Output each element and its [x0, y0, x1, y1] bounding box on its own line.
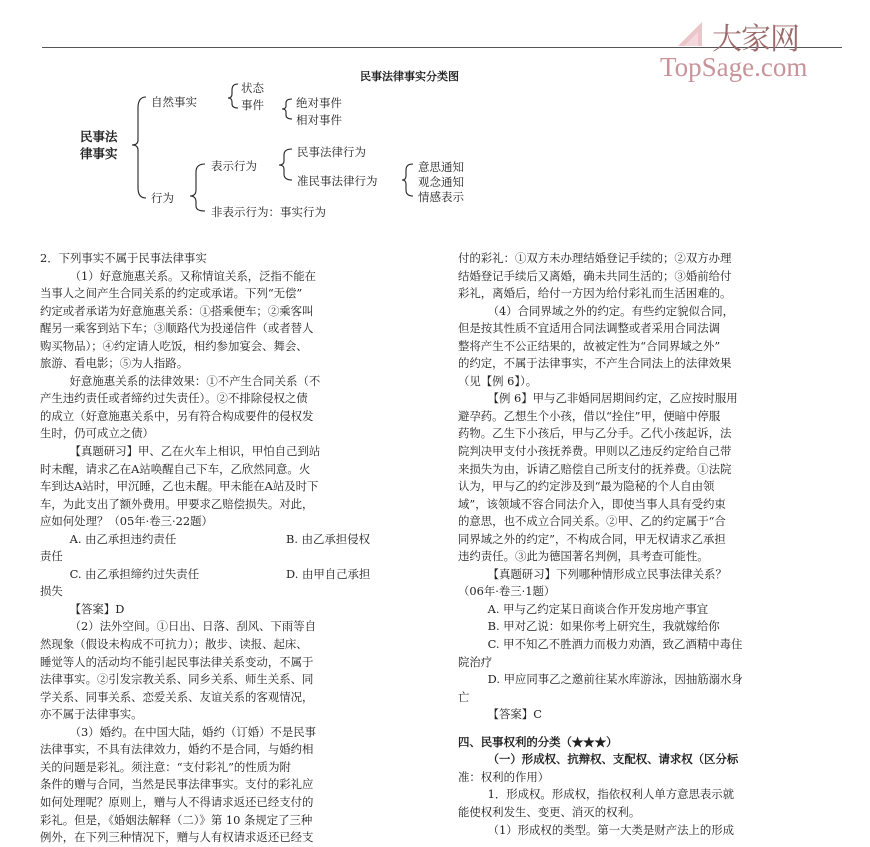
text-line: 亡: [458, 689, 470, 704]
text-line: 约定或者承诺为好意施惠关系：①搭乘便车；②乘客叫: [40, 303, 314, 318]
tree-declaration: 表示行为: [211, 159, 257, 173]
tree-emotion-expression: 情感表示: [418, 190, 464, 204]
logo-chinese: 大家网: [712, 22, 799, 57]
text-line: 避孕药。乙想生个小孩，借以“拴住”甲，便暗中停服: [458, 408, 721, 423]
text-line: 生时，仍可成立之债）: [40, 426, 154, 441]
text-line: 车，为此支出了额外费用。甲要求乙赔偿损失。对此，: [40, 496, 314, 511]
tree-non-declaration: 非表示行为：事实行为: [211, 205, 326, 219]
text-line: 法律事实。②引发宗教关系、同乡关系、师生关系、同: [40, 672, 314, 687]
natural-brace: [228, 84, 238, 108]
tree-relative-event: 相对事件: [296, 113, 342, 127]
text-line: C. 甲不知乙不胜酒力而极力劝酒，致乙酒精中毒住: [487, 637, 743, 652]
right-column: [458, 250, 838, 839]
text-line: 关的问题是彩礼。须注意：“支付彩礼”的性质为附: [40, 759, 291, 774]
text-line: 醒另一乘客到站下车；③顺路代为投递信件（或者替人: [40, 321, 314, 336]
text-line: C. 由乙承担缔约过失责任 D. 由甲自己承担: [69, 566, 371, 581]
text-line: （3）婚约。在中国大陆，婚约（订婚）不是民事: [69, 724, 317, 739]
tree-event: 事件: [241, 98, 264, 112]
text-line: 【真题研习】甲、乙在火车上相识，甲怕自己到站: [69, 444, 321, 459]
tree-root-line2: 律事实: [80, 146, 118, 161]
quasi-brace: [402, 164, 413, 196]
text-line: 产生违约责任或者缔约过失责任）。②不排除侵权之债: [40, 391, 308, 406]
text-line: 付的彩礼：①双方未办理结婚登记手续的；②双方办理: [458, 251, 732, 265]
text-line: 责任: [40, 549, 63, 564]
text-line: 但是按其性质不宜适用合同法调整或者采用合同法调: [458, 321, 720, 336]
text-line: 【例 6】甲与乙非婚同居期间约定，乙应按时服用: [487, 391, 738, 406]
text-line: 睡觉等人的活动均不能引起民事法律关系变动，不属于: [40, 654, 314, 669]
text-line: 的成立（好意施惠关系中，另有符合构成要件的侵权发: [40, 408, 314, 423]
text-line: （2）法外空间。①日出、日落、刮风、下雨等自: [69, 619, 317, 634]
text-line: 车到达A站时，甲沉睡，乙也未醒。甲未能在A站及时下: [40, 479, 319, 494]
text-line: 院治疗: [458, 654, 493, 669]
tree-braces: [0, 0, 870, 240]
text-line: 如何处理呢？原则上，赠与人不得请求返还已经支付的: [40, 794, 314, 809]
text-line: B. 甲对乙说：如果你考上研究生，我就嫁给你: [487, 619, 720, 634]
text-line: 旅游、看电影；⑤为人指路。: [40, 356, 189, 371]
text-line: 彩礼。但是，《婚姻法解释（二）》第 10 条规定了三种: [40, 812, 313, 827]
text-line: 法律事实，不具有法律效力，婚约不是合同，与婚约相: [40, 742, 314, 757]
declaration-brace: [279, 149, 292, 180]
text-line: （一）形成权、抗辩权、支配权、请求权（区分标: [487, 752, 739, 767]
tree-absolute-event: 绝对事件: [296, 96, 342, 110]
text-line: 应如何处理？（05年·卷三·22题）: [40, 514, 213, 529]
text-line: 域”，该领域不容合同法介入，即使当事人具有受约束: [458, 496, 726, 511]
tree-root-line1: 民事法: [80, 129, 118, 144]
left-column: [40, 250, 412, 847]
text-line: 准：权利的作用）: [458, 769, 550, 784]
text-line: 好意施惠关系的法律效果：①不产生合同关系（不: [69, 373, 321, 388]
text-line: 能使权利发生、变更、消灭的权利。: [458, 804, 641, 819]
conduct-brace: [190, 164, 205, 211]
text-line: 四、民事权利的分类（★★★）: [458, 734, 618, 749]
event-brace: [282, 99, 292, 119]
text-line: 彩礼，离婚后，给付一方因为给付彩礼而生活困难的。: [458, 286, 732, 301]
text-line: 药物。乙生下小孩后，甲与乙分手。乙代小孩起诉，法: [458, 426, 732, 441]
text-line: D. 甲应同事乙之邀前往某水库游泳，因抽筋溺水身: [487, 672, 743, 687]
text-line: 的意思，也不成立合同关系。②甲、乙的约定属于“合: [458, 514, 726, 529]
text-line: 条件的赠与合同，当然是民事法律事实。支付的彩礼应: [40, 777, 314, 792]
text-line: [458, 724, 838, 734]
text-line: 院判决甲支付小孩抚养费。甲则以乙违反约定给自己带: [458, 444, 732, 459]
text-line: 认为，甲与乙的约定涉及到“最为隐秘的个人自由领: [458, 479, 715, 494]
text-line: 2．下列事实不属于民事法律事实: [40, 251, 207, 265]
diagram-title: 民事法律事实分类图: [360, 70, 459, 83]
tree-intent-notice: 意思通知: [418, 160, 464, 174]
text-line: 的约定，不属于法律事实，不产生合同法上的法律效果: [458, 356, 732, 371]
text-line: 学关系、同事关系、恋爱关系、友谊关系的客观情况，: [40, 689, 314, 704]
tree-conduct: 行为: [151, 191, 174, 205]
text-line: 同界域之外的约定”，不构成合同，甲无权请求乙承担: [458, 531, 726, 546]
tree-quasi-act: 准民事法律行为: [297, 174, 378, 188]
logo-english: TopSage.com: [660, 52, 808, 82]
text-line: （1）形成权的类型。第一大类是财产法上的形成: [487, 822, 735, 837]
text-line: （4）合同界域之外的约定。有些约定貌似合同，: [487, 303, 735, 318]
text-line: 违约责任。③此为德国著名判例，具考查可能性。: [458, 549, 709, 564]
text-line: 购买物品）；④约定请人吃饭，相约参加宴会、舞会、: [40, 338, 308, 353]
tree-legal-act: 民事法律行为: [297, 145, 366, 159]
tree-natural-facts: 自然事实: [151, 95, 197, 109]
text-line: 结婚登记手续后又离婚，确未共同生活的；③婚前给付: [458, 268, 732, 283]
root-brace: [132, 97, 146, 198]
text-line: A. 甲与乙约定某日商谈合作开发房地产事宜: [487, 601, 709, 616]
text-line: （06年·卷三·1题）: [458, 584, 556, 599]
text-line: 来损失为由，诉请乙赔偿自己所支付的抚养费。①法院: [458, 461, 732, 476]
text-line: （见【例 6】）。: [458, 373, 538, 388]
tree-idea-notice: 观念通知: [418, 175, 464, 189]
text-line: 当事人之间产生合同关系的约定或承诺。下列“无偿”: [40, 286, 303, 301]
text-line: 然现象（假设未构成不可抗力）；散步、读报、起床、: [40, 637, 308, 652]
tree-state: 状态: [241, 81, 264, 95]
text-line: A. 由乙承担违约责任 B. 由乙承担侵权: [69, 531, 370, 546]
text-line: 【答案】D: [69, 601, 125, 616]
text-line: 整将产生不公正结果的，故被定性为“合同界域之外”: [458, 338, 721, 353]
text-line: （1）好意施惠关系。又称情谊关系，泛指不能在: [69, 268, 317, 283]
text-line: 【真题研习】下列哪种情形成立民事法律关系？: [487, 566, 727, 581]
text-line: 例外，在下列三种情况下，赠与人有权请求返还已经支: [40, 830, 314, 845]
text-line: 1．形成权。形成权，指依权利人单方意思表示就: [487, 787, 735, 802]
text-line: 亦不属于法律事实。: [40, 707, 143, 722]
text-line: 时未醒，请求乙在A站唤醒自己下车，乙欣然同意。火: [40, 461, 311, 476]
text-line: 【答案】C: [487, 707, 542, 722]
text-line: 损失: [40, 584, 63, 599]
